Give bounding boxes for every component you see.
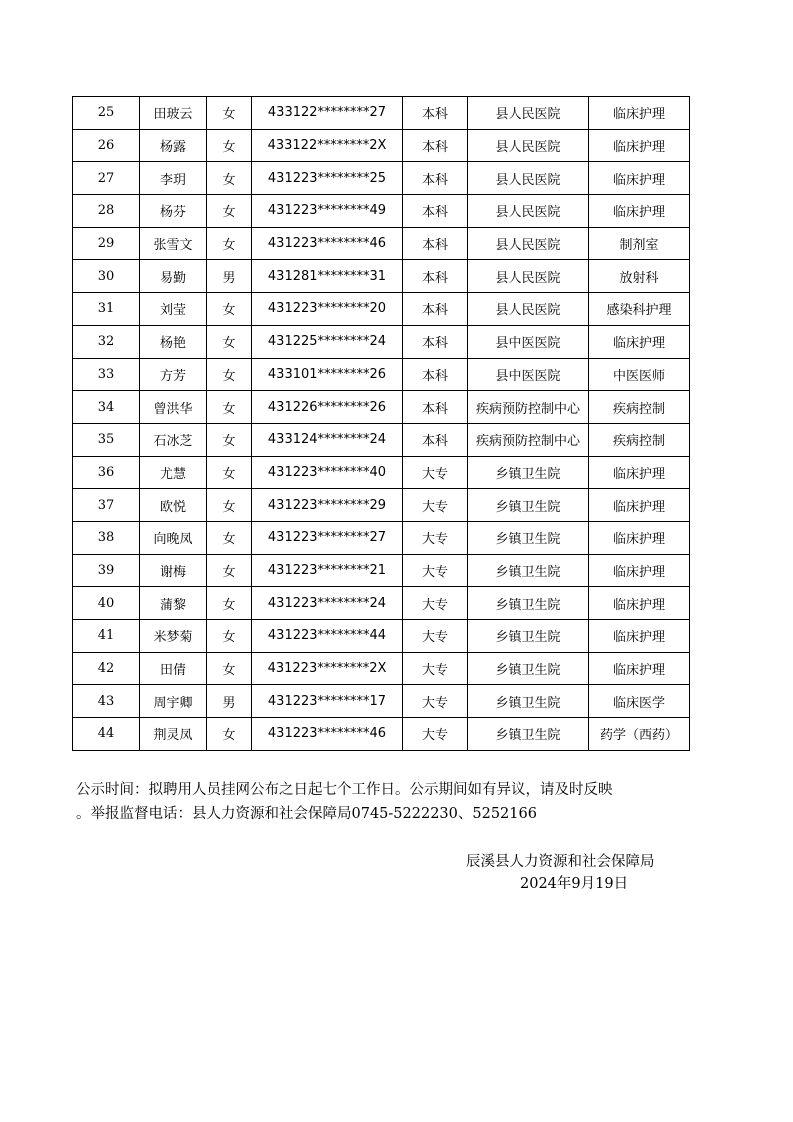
cell-position: 临床护理 bbox=[589, 325, 690, 358]
cell-id-number: 431281********31 bbox=[252, 260, 403, 293]
table-row bbox=[73, 423, 690, 456]
cell-name: 杨艳 bbox=[140, 325, 207, 358]
cell-number: 43 bbox=[73, 685, 140, 718]
table-row bbox=[73, 195, 690, 228]
cell-education: 大专 bbox=[403, 456, 468, 489]
roster-body bbox=[73, 97, 690, 751]
cell-education: 大专 bbox=[403, 554, 468, 587]
cell-number: 30 bbox=[73, 260, 140, 293]
cell-position: 疾病控制 bbox=[589, 391, 690, 424]
cell-education: 本科 bbox=[403, 195, 468, 228]
cell-position: 临床护理 bbox=[589, 652, 690, 685]
table-row bbox=[73, 358, 690, 391]
cell-name: 田玻云 bbox=[140, 97, 207, 130]
cell-id-number: 431223********20 bbox=[252, 293, 403, 326]
cell-id-number: 433124********24 bbox=[252, 423, 403, 456]
cell-id-number: 433101********26 bbox=[252, 358, 403, 391]
cell-id-number: 431226********26 bbox=[252, 391, 403, 424]
cell-position: 中医医师 bbox=[589, 358, 690, 391]
cell-hiring-unit: 乡镇卫生院 bbox=[468, 620, 589, 653]
cell-hiring-unit: 县人民医院 bbox=[468, 195, 589, 228]
cell-gender: 女 bbox=[207, 293, 252, 326]
cell-id-number: 431223********17 bbox=[252, 685, 403, 718]
cell-education: 大专 bbox=[403, 718, 468, 751]
cell-hiring-unit: 县中医医院 bbox=[468, 325, 589, 358]
cell-position: 临床护理 bbox=[589, 97, 690, 130]
cell-position: 临床护理 bbox=[589, 521, 690, 554]
cell-education: 本科 bbox=[403, 129, 468, 162]
cell-id-number: 431225********24 bbox=[252, 325, 403, 358]
cell-id-number: 431223********25 bbox=[252, 162, 403, 195]
cell-education: 大专 bbox=[403, 620, 468, 653]
cell-position: 临床护理 bbox=[589, 554, 690, 587]
cell-position: 临床护理 bbox=[589, 587, 690, 620]
cell-number: 25 bbox=[73, 97, 140, 130]
cell-position: 临床护理 bbox=[589, 129, 690, 162]
cell-education: 大专 bbox=[403, 521, 468, 554]
cell-gender: 女 bbox=[207, 587, 252, 620]
cell-position: 临床护理 bbox=[589, 162, 690, 195]
table-row bbox=[73, 521, 690, 554]
cell-hiring-unit: 乡镇卫生院 bbox=[468, 718, 589, 751]
cell-position: 放射科 bbox=[589, 260, 690, 293]
cell-number: 36 bbox=[73, 456, 140, 489]
cell-id-number: 431223********40 bbox=[252, 456, 403, 489]
cell-name: 刘莹 bbox=[140, 293, 207, 326]
cell-id-number: 431223********24 bbox=[252, 587, 403, 620]
cell-gender: 女 bbox=[207, 456, 252, 489]
cell-education: 大专 bbox=[403, 587, 468, 620]
table-row bbox=[73, 718, 690, 751]
cell-gender: 女 bbox=[207, 489, 252, 522]
hiring-roster-table bbox=[72, 96, 690, 751]
cell-id-number: 433122********27 bbox=[252, 97, 403, 130]
cell-name: 曾洪华 bbox=[140, 391, 207, 424]
cell-hiring-unit: 乡镇卫生院 bbox=[468, 456, 589, 489]
cell-name: 尤慧 bbox=[140, 456, 207, 489]
cell-number: 42 bbox=[73, 652, 140, 685]
cell-position: 临床护理 bbox=[589, 456, 690, 489]
cell-hiring-unit: 县人民医院 bbox=[468, 162, 589, 195]
cell-name: 荆灵凤 bbox=[140, 718, 207, 751]
table-row bbox=[73, 162, 690, 195]
cell-gender: 女 bbox=[207, 162, 252, 195]
cell-number: 29 bbox=[73, 227, 140, 260]
cell-id-number: 431223********27 bbox=[252, 521, 403, 554]
notice-line-1: 公示时间：拟聘用人员挂网公布之日起七个工作日。公示期间如有异议，请及时反映 bbox=[76, 782, 613, 798]
cell-hiring-unit: 县人民医院 bbox=[468, 260, 589, 293]
cell-number: 31 bbox=[73, 293, 140, 326]
cell-number: 44 bbox=[73, 718, 140, 751]
cell-id-number: 431223********2X bbox=[252, 652, 403, 685]
table-row bbox=[73, 554, 690, 587]
cell-hiring-unit: 乡镇卫生院 bbox=[468, 554, 589, 587]
table-row bbox=[73, 260, 690, 293]
cell-gender: 女 bbox=[207, 358, 252, 391]
cell-gender: 女 bbox=[207, 195, 252, 228]
table-row bbox=[73, 293, 690, 326]
cell-gender: 女 bbox=[207, 129, 252, 162]
cell-gender: 女 bbox=[207, 325, 252, 358]
cell-gender: 女 bbox=[207, 718, 252, 751]
cell-gender: 女 bbox=[207, 423, 252, 456]
cell-education: 本科 bbox=[403, 227, 468, 260]
cell-name: 向晚凤 bbox=[140, 521, 207, 554]
cell-gender: 女 bbox=[207, 97, 252, 130]
cell-hiring-unit: 乡镇卫生院 bbox=[468, 685, 589, 718]
cell-gender: 女 bbox=[207, 391, 252, 424]
cell-name: 周宇卿 bbox=[140, 685, 207, 718]
table-row bbox=[73, 391, 690, 424]
cell-name: 谢梅 bbox=[140, 554, 207, 587]
cell-number: 34 bbox=[73, 391, 140, 424]
cell-hiring-unit: 乡镇卫生院 bbox=[468, 489, 589, 522]
notice-section bbox=[76, 778, 686, 826]
cell-position: 临床医学 bbox=[589, 685, 690, 718]
cell-education: 本科 bbox=[403, 325, 468, 358]
issuer-name: 辰溪县人力资源和社会保障局 bbox=[466, 854, 655, 870]
cell-gender: 女 bbox=[207, 521, 252, 554]
cell-gender: 女 bbox=[207, 652, 252, 685]
cell-name: 田倩 bbox=[140, 652, 207, 685]
cell-number: 27 bbox=[73, 162, 140, 195]
cell-education: 本科 bbox=[403, 358, 468, 391]
cell-education: 大专 bbox=[403, 685, 468, 718]
issue-date: 2024年9月19日 bbox=[520, 876, 629, 892]
cell-education: 本科 bbox=[403, 391, 468, 424]
cell-number: 28 bbox=[73, 195, 140, 228]
cell-gender: 男 bbox=[207, 685, 252, 718]
cell-name: 张雪文 bbox=[140, 227, 207, 260]
cell-name: 杨芬 bbox=[140, 195, 207, 228]
cell-education: 本科 bbox=[403, 260, 468, 293]
cell-number: 26 bbox=[73, 129, 140, 162]
cell-position: 制剂室 bbox=[589, 227, 690, 260]
table-row bbox=[73, 97, 690, 130]
cell-number: 35 bbox=[73, 423, 140, 456]
cell-id-number: 431223********46 bbox=[252, 227, 403, 260]
cell-position: 临床护理 bbox=[589, 489, 690, 522]
cell-education: 大专 bbox=[403, 489, 468, 522]
cell-education: 本科 bbox=[403, 423, 468, 456]
cell-number: 32 bbox=[73, 325, 140, 358]
cell-id-number: 431223********49 bbox=[252, 195, 403, 228]
cell-number: 33 bbox=[73, 358, 140, 391]
cell-position: 临床护理 bbox=[589, 620, 690, 653]
cell-hiring-unit: 县人民医院 bbox=[468, 97, 589, 130]
notice-line-2: 。举报监督电话：县人力资源和社会保障局0745-5222230、5252166 bbox=[76, 806, 537, 822]
table-row bbox=[73, 227, 690, 260]
cell-id-number: 433122********2X bbox=[252, 129, 403, 162]
cell-id-number: 431223********46 bbox=[252, 718, 403, 751]
cell-position: 临床护理 bbox=[589, 195, 690, 228]
cell-education: 本科 bbox=[403, 97, 468, 130]
cell-number: 39 bbox=[73, 554, 140, 587]
cell-education: 本科 bbox=[403, 162, 468, 195]
cell-id-number: 431223********29 bbox=[252, 489, 403, 522]
cell-name: 欧悦 bbox=[140, 489, 207, 522]
table-row bbox=[73, 489, 690, 522]
table-row bbox=[73, 620, 690, 653]
cell-id-number: 431223********21 bbox=[252, 554, 403, 587]
cell-name: 蒲黎 bbox=[140, 587, 207, 620]
cell-name: 方芳 bbox=[140, 358, 207, 391]
cell-number: 40 bbox=[73, 587, 140, 620]
cell-hiring-unit: 县中医医院 bbox=[468, 358, 589, 391]
cell-gender: 女 bbox=[207, 620, 252, 653]
cell-name: 杨露 bbox=[140, 129, 207, 162]
cell-hiring-unit: 县人民医院 bbox=[468, 293, 589, 326]
cell-number: 41 bbox=[73, 620, 140, 653]
cell-name: 石冰芝 bbox=[140, 423, 207, 456]
table-row bbox=[73, 587, 690, 620]
cell-number: 38 bbox=[73, 521, 140, 554]
cell-position: 疾病控制 bbox=[589, 423, 690, 456]
cell-position: 药学（西药） bbox=[589, 718, 690, 751]
cell-gender: 女 bbox=[207, 227, 252, 260]
cell-hiring-unit: 县人民医院 bbox=[468, 129, 589, 162]
cell-name: 米梦菊 bbox=[140, 620, 207, 653]
cell-gender: 女 bbox=[207, 554, 252, 587]
table-row bbox=[73, 685, 690, 718]
cell-hiring-unit: 乡镇卫生院 bbox=[468, 521, 589, 554]
cell-hiring-unit: 乡镇卫生院 bbox=[468, 652, 589, 685]
cell-gender: 男 bbox=[207, 260, 252, 293]
cell-hiring-unit: 县人民医院 bbox=[468, 227, 589, 260]
table-row bbox=[73, 652, 690, 685]
cell-name: 李玥 bbox=[140, 162, 207, 195]
cell-hiring-unit: 疾病预防控制中心 bbox=[468, 391, 589, 424]
cell-position: 感染科护理 bbox=[589, 293, 690, 326]
cell-hiring-unit: 疾病预防控制中心 bbox=[468, 423, 589, 456]
cell-education: 大专 bbox=[403, 652, 468, 685]
table-row bbox=[73, 456, 690, 489]
cell-hiring-unit: 乡镇卫生院 bbox=[468, 587, 589, 620]
cell-name: 易勤 bbox=[140, 260, 207, 293]
cell-education: 本科 bbox=[403, 293, 468, 326]
table-row bbox=[73, 129, 690, 162]
table-row bbox=[73, 325, 690, 358]
cell-id-number: 431223********44 bbox=[252, 620, 403, 653]
cell-number: 37 bbox=[73, 489, 140, 522]
